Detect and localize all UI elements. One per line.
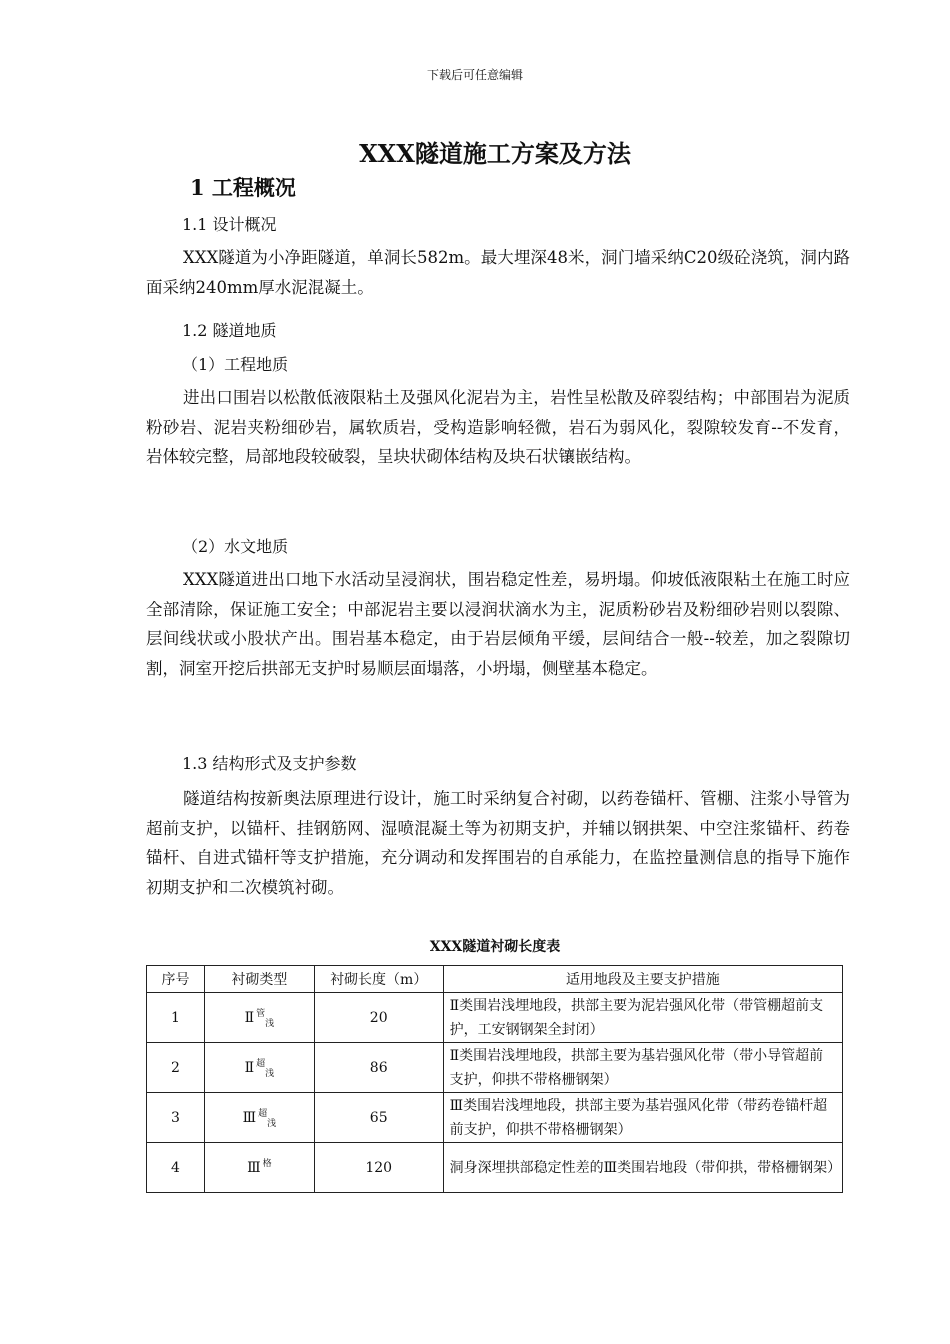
paragraph: 隧道结构按新奥法原理进行设计，施工时采纳复合衬砌，以药卷锚杆、管棚、注浆小导管为超前支护，以锚杆、挂钢筋网、湿喷混凝土等为初期支护，并辅以钢拱架、中空注浆锚杆、药卷锚杆、自进式锚杆等支护措施，充分调动和发挥围岩的自承能力，在监控量测信息的指导下施作初期支护和二次模筑衬砌。 [146,789,850,897]
cell-measure: Ⅱ类围岩浅埋地段，拱部主要为泥岩强风化带（带管棚超前支护，工安钢钢架全封闭） [443,993,842,1043]
cell-measure: Ⅲ类围岩浅埋地段，拱部主要为基岩强风化带（带药卷锚杆超前支护，仰拱不带格栅钢架） [443,1093,842,1143]
cell-no: 2 [147,1043,205,1093]
header-length: 衬砌长度（m） [314,966,443,993]
document-title: XXX隧道施工方案及方法 [359,139,631,168]
cell-measure: Ⅱ类围岩浅埋地段，拱部主要为基岩强风化带（带小导管超前支护，仰拱不带格栅钢架） [443,1043,842,1093]
table-row [147,1143,843,1193]
cell-type: Ⅱ $^超_浅$ [204,1043,314,1093]
cell-length: 120 [314,1143,443,1193]
table-row [147,1093,843,1143]
table-caption: XXX隧道衬砌长度表 [429,939,561,955]
header-type: 衬砌类型 [204,966,314,993]
paragraph: XXX隧道进出口地下水活动呈浸润状，围岩稳定性差，易坍塌。仰坡低液限粘土在施工时应全部清除，保证施工安全；中部泥岩主要以浸润状滴水为主，泥质粉砂岩及粉细砂岩则以裂隙、层间线状或小股状产出。围岩基本稳定，由于岩层倾角平缓，层间结合一般--较差，加之裂隙切割，洞室开挖后拱部无支护时易顺层面塌落，小坍塌，侧壁基本稳定。 [146,570,850,678]
header-measure: 适用地段及主要支护措施 [443,966,842,993]
lining-length-table [146,965,843,1193]
table-header-row [147,966,843,993]
cell-type: Ⅲ $^格$ [204,1143,314,1193]
sub-subsection-heading: （2）水文地质 [182,537,289,556]
header-no: 序号 [147,966,205,993]
cell-length: 20 [314,993,443,1043]
cell-length: 86 [314,1043,443,1093]
paragraph: XXX隧道为小净距隧道，单洞长582m。最大埋深48米，洞门墙采纳C20级砼浇筑，洞内路面采纳240mm厚水泥混凝土。 [146,248,850,297]
cell-no: 1 [147,993,205,1043]
paragraph: 进出口围岩以松散低液限粘土及强风化泥岩为主，岩性呈松散及碎裂结构；中部围岩为泥质粉砂岩、泥岩夹粉细砂岩，属软质岩，受构造影响轻微，岩石为弱风化，裂隙较发育--不发育，岩体较完整，局部地段较破裂，呈块状砌体结构及块石状镶嵌结构。 [146,388,850,466]
subsection-heading: 1.3 结构形式及支护参数 [182,754,357,773]
cell-no: 3 [147,1093,205,1143]
table-row [147,1043,843,1093]
cell-type: Ⅱ $^管_浅$ [204,993,314,1043]
sub-subsection-heading: （1）工程地质 [182,355,289,374]
cell-no: 4 [147,1143,205,1193]
section-heading: 1 工程概况 [190,175,296,200]
cell-type: Ⅲ $^超_浅$ [204,1093,314,1143]
cell-length: 65 [314,1093,443,1143]
table-row [147,993,843,1043]
cell-measure: 洞身深埋拱部稳定性差的Ⅲ类围岩地段（带仰拱，带格栅钢架） [443,1143,842,1193]
subsection-heading: 1.2 隧道地质 [182,321,277,340]
page-header: 下载后可任意编辑 [426,68,523,82]
subsection-heading: 1.1 设计概况 [182,215,277,234]
